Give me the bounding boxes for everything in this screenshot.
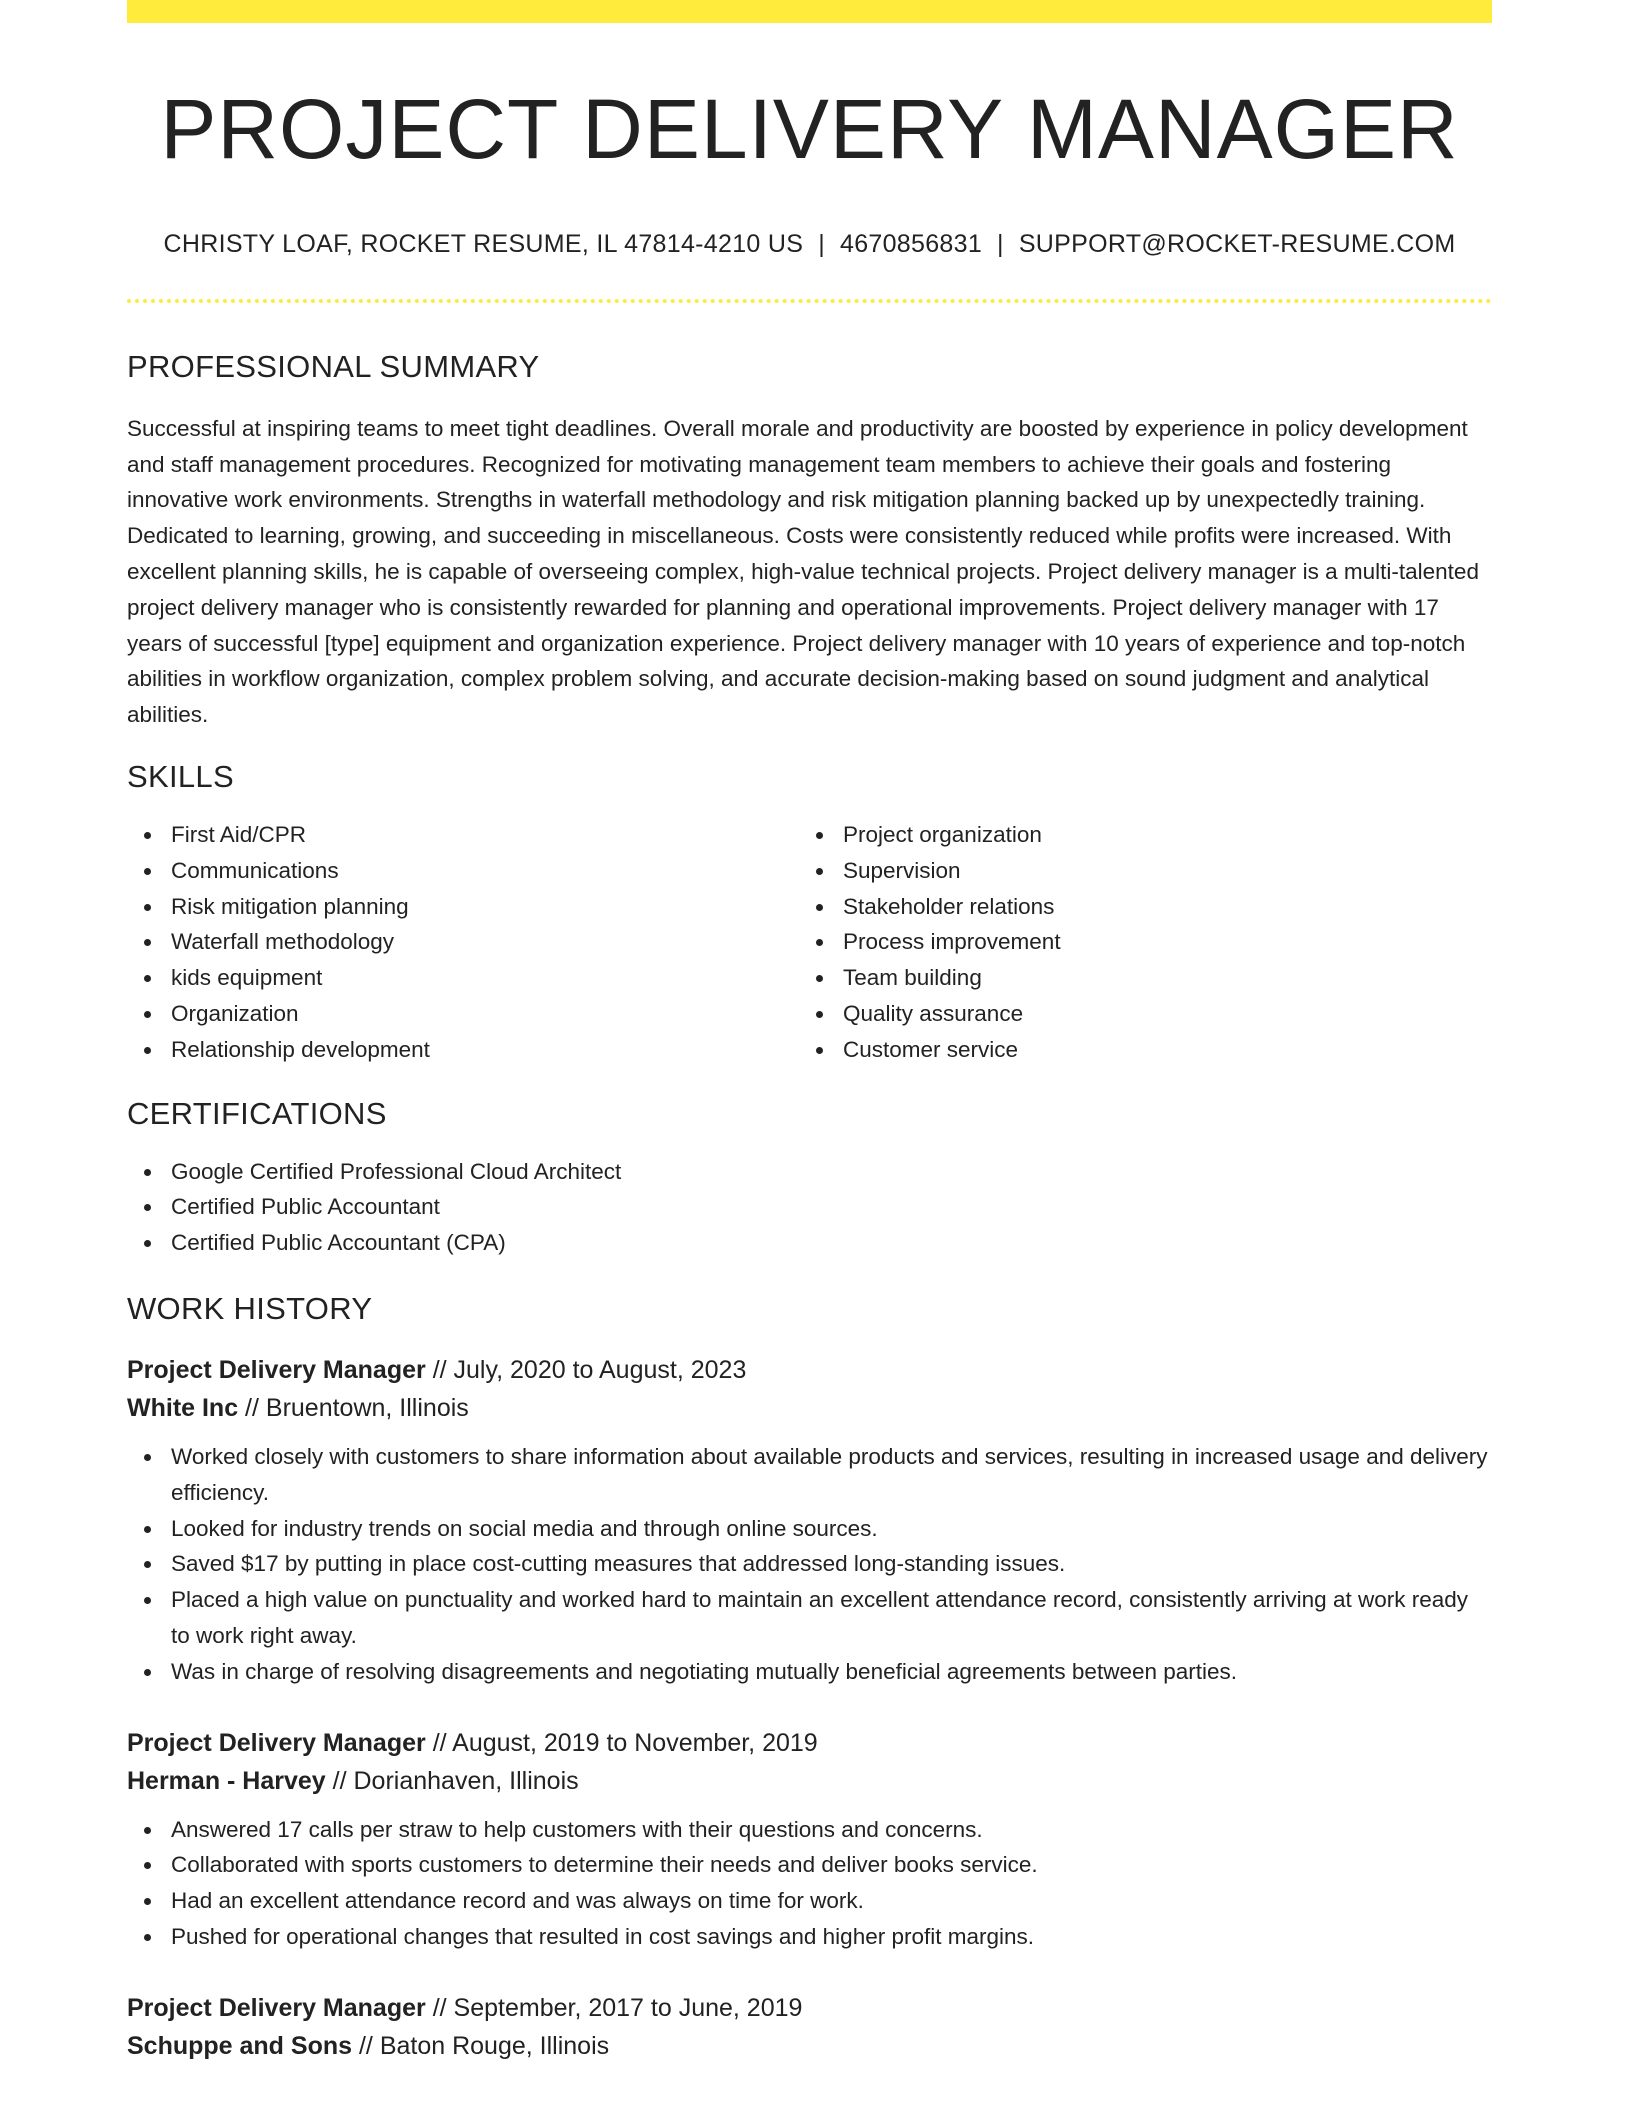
- certification-item: Certified Public Accountant: [171, 1189, 1492, 1225]
- skill-item: Customer service: [843, 1032, 1471, 1068]
- job-role: Project Delivery Manager: [127, 1355, 426, 1384]
- skill-item: Risk mitigation planning: [171, 889, 799, 925]
- contact-separator: |: [818, 229, 825, 258]
- job-role-line: [127, 1724, 1492, 1762]
- job-company-line: [127, 1762, 1492, 1800]
- skill-item: Team building: [843, 960, 1471, 996]
- skills-column-left: [127, 817, 799, 1068]
- skill-item: Supervision: [843, 853, 1471, 889]
- job-location: // Dorianhaven, Illinois: [325, 1766, 579, 1795]
- job-bullets: [127, 1439, 1492, 1690]
- certification-item: Google Certified Professional Cloud Architect: [171, 1154, 1492, 1190]
- contact-line: [127, 230, 1492, 259]
- skills-heading: SKILLS: [127, 758, 234, 794]
- job-role-line: [127, 1351, 1492, 1389]
- skill-item: Project organization: [843, 817, 1471, 853]
- job-bullet: Looked for industry trends on social media and through online sources.: [171, 1511, 1492, 1547]
- contact-address: CHRISTY LOAF, ROCKET RESUME, IL 47814-4210 US: [163, 229, 804, 258]
- resume-page: [127, 0, 1492, 2065]
- certifications-list: [127, 1154, 1492, 1261]
- job-role: Project Delivery Manager: [127, 1728, 426, 1757]
- job-dates: // July, 2020 to August, 2023: [425, 1355, 747, 1384]
- skills-list-right: [799, 817, 1471, 1068]
- job-entry: [127, 1724, 1492, 1955]
- job-company: Herman - Harvey: [127, 1766, 326, 1795]
- job-location: // Bruentown, Illinois: [238, 1393, 469, 1422]
- job-role-line: [127, 1989, 1492, 2027]
- skill-item: Process improvement: [843, 924, 1471, 960]
- job-bullet: Had an excellent attendance record and was always on time for work.: [171, 1883, 1492, 1919]
- resume-title: PROJECT DELIVERY MANAGER: [160, 82, 1459, 176]
- skill-item: Stakeholder relations: [843, 889, 1471, 925]
- dotted-divider: [127, 299, 1492, 303]
- certification-item: Certified Public Accountant (CPA): [171, 1225, 1492, 1261]
- skill-item: kids equipment: [171, 960, 799, 996]
- summary-heading: PROFESSIONAL SUMMARY: [127, 348, 540, 384]
- job-bullet: Saved $17 by putting in place cost-cutting measures that addressed long-standing issues.: [171, 1546, 1492, 1582]
- job-bullets: [127, 1812, 1492, 1955]
- contact-email: SUPPORT@ROCKET-RESUME.COM: [1018, 229, 1456, 258]
- work-history-heading: WORK HISTORY: [127, 1290, 373, 1326]
- skill-item: Organization: [171, 996, 799, 1032]
- skill-item: Quality assurance: [843, 996, 1471, 1032]
- job-bullet: Was in charge of resolving disagreements and negotiating mutually beneficial agreements between parties.: [171, 1654, 1492, 1690]
- contact-separator: |: [997, 229, 1004, 258]
- contact-phone: 4670856831: [839, 229, 983, 258]
- skill-item: Waterfall methodology: [171, 924, 799, 960]
- summary-text: Successful at inspiring teams to meet tight deadlines. Overall morale and productivity are boosted by experience in policy development and staff management procedures. Recognized for motivating management team members to achieve their goals and fostering innovative work environments. Strengths in waterfall methodology and risk mitigation planning backed up by unexpectedly training. Dedicated to learning, growing, and succeeding in miscellaneous. Costs were consistently reduced while profits were increased. With excellent planning skills, he is capable of overseeing complex, high-value technical projects. Project delivery manager is a multi-talented project delivery manager who is consistently rewarded for planning and operational improvements. Project delivery manager with 17 years of successful [type] equipment and organization experience. Project delivery manager with 10 years of experience and top-notch abilities in workflow organization, complex problem solving, and accurate decision-making based on sound judgment and analytical abilities.: [127, 415, 1479, 728]
- job-company-line: [127, 1389, 1492, 1427]
- job-entry: [127, 1351, 1492, 1690]
- job-company-line: [127, 2027, 1492, 2065]
- skills-list-left: [127, 817, 799, 1068]
- job-entry: [127, 1989, 1492, 2065]
- job-dates: // August, 2019 to November, 2019: [425, 1728, 818, 1757]
- job-bullet: Collaborated with sports customers to determine their needs and deliver books service.: [171, 1847, 1492, 1883]
- job-company: White Inc: [127, 1393, 239, 1422]
- job-bullet: Pushed for operational changes that resulted in cost savings and higher profit margins.: [171, 1919, 1492, 1955]
- skills-column-right: [799, 817, 1471, 1068]
- job-location: // Baton Rouge, Illinois: [352, 2031, 610, 2060]
- job-company: Schuppe and Sons: [127, 2031, 353, 2060]
- job-role: Project Delivery Manager: [127, 1993, 426, 2022]
- job-bullet: Answered 17 calls per straw to help customers with their questions and concerns.: [171, 1812, 1492, 1848]
- job-bullet: Placed a high value on punctuality and worked hard to maintain an excellent attendance record, consistently arriving at work ready to work right away.: [171, 1582, 1492, 1654]
- skill-item: Relationship development: [171, 1032, 799, 1068]
- skills-grid: [127, 817, 1492, 1068]
- skill-item: Communications: [171, 853, 799, 889]
- skill-item: First Aid/CPR: [171, 817, 799, 853]
- certifications-heading: CERTIFICATIONS: [127, 1095, 387, 1131]
- accent-top-bar: [127, 0, 1492, 23]
- job-bullet: Worked closely with customers to share information about available products and services, resulting in increased usage and delivery efficiency.: [171, 1439, 1492, 1511]
- job-dates: // September, 2017 to June, 2019: [425, 1993, 803, 2022]
